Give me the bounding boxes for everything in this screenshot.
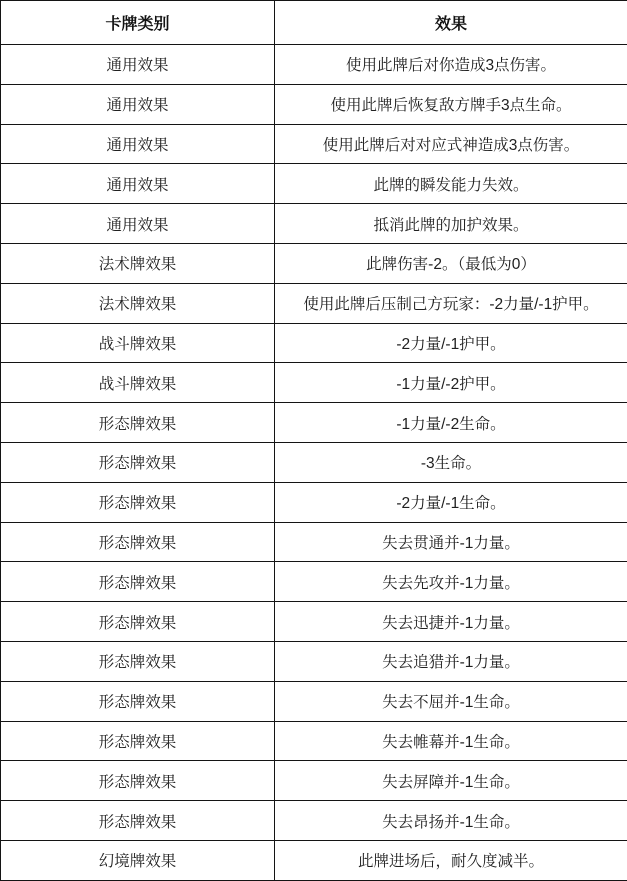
category-cell: 形态牌效果: [1, 442, 275, 482]
table-row: [1, 204, 627, 244]
effect-cell: -1力量/-2护甲。: [275, 363, 627, 403]
category-cell: 法术牌效果: [1, 283, 275, 323]
effect-cell: 失去迅捷并-1力量。: [275, 602, 627, 642]
category-cell: 通用效果: [1, 124, 275, 164]
category-cell: 形态牌效果: [1, 681, 275, 721]
category-cell: 战斗牌效果: [1, 363, 275, 403]
effect-cell: 使用此牌后对对应式神造成3点伤害。: [275, 124, 627, 164]
table-row: [1, 442, 627, 482]
category-cell: 战斗牌效果: [1, 323, 275, 363]
effect-cell: 失去昂扬并-1生命。: [275, 801, 627, 841]
table-row: [1, 562, 627, 602]
effect-cell: 失去贯通并-1力量。: [275, 522, 627, 562]
effect-cell: -1力量/-2生命。: [275, 403, 627, 443]
table-body: [1, 45, 627, 881]
table-row: [1, 243, 627, 283]
header-cell-category: 卡牌类别: [1, 1, 275, 45]
table-row: [1, 283, 627, 323]
table-row: [1, 801, 627, 841]
effect-cell: 使用此牌后压制己方玩家：-2力量/-1护甲。: [275, 283, 627, 323]
category-cell: 形态牌效果: [1, 761, 275, 801]
category-cell: 形态牌效果: [1, 562, 275, 602]
table-row: [1, 164, 627, 204]
category-cell: 形态牌效果: [1, 602, 275, 642]
category-cell: 形态牌效果: [1, 522, 275, 562]
effect-cell: 此牌的瞬发能力失效。: [275, 164, 627, 204]
table-row: [1, 761, 627, 801]
category-cell: 通用效果: [1, 84, 275, 124]
table-row: [1, 602, 627, 642]
table-row: [1, 124, 627, 164]
effect-cell: -3生命。: [275, 442, 627, 482]
effect-cell: 失去先攻并-1力量。: [275, 562, 627, 602]
effect-cell: 失去不屈并-1生命。: [275, 681, 627, 721]
category-cell: 通用效果: [1, 164, 275, 204]
table-row: [1, 522, 627, 562]
table-row: [1, 45, 627, 85]
table-row: [1, 840, 627, 880]
effect-cell: 此牌伤害-2。（最低为0）: [275, 243, 627, 283]
table-row: [1, 641, 627, 681]
table-row: [1, 681, 627, 721]
category-cell: 法术牌效果: [1, 243, 275, 283]
header-cell-effect: 效果: [275, 1, 627, 45]
table-row: [1, 363, 627, 403]
header-row: [1, 1, 627, 45]
effect-cell: 抵消此牌的加护效果。: [275, 204, 627, 244]
effect-cell: 失去屏障并-1生命。: [275, 761, 627, 801]
category-cell: 形态牌效果: [1, 482, 275, 522]
table-row: [1, 323, 627, 363]
category-cell: 形态牌效果: [1, 801, 275, 841]
category-cell: 通用效果: [1, 204, 275, 244]
table-row: [1, 84, 627, 124]
category-cell: 形态牌效果: [1, 721, 275, 761]
effect-cell: 失去追猎并-1力量。: [275, 641, 627, 681]
category-cell: 形态牌效果: [1, 641, 275, 681]
effect-cell: -2力量/-1护甲。: [275, 323, 627, 363]
table-row: [1, 403, 627, 443]
effect-cell: 使用此牌后恢复敌方牌手3点生命。: [275, 84, 627, 124]
effect-cell: 此牌进场后，耐久度减半。: [275, 840, 627, 880]
category-cell: 通用效果: [1, 45, 275, 85]
effect-cell: -2力量/-1生命。: [275, 482, 627, 522]
category-cell: 幻境牌效果: [1, 840, 275, 880]
effect-cell: 失去帷幕并-1生命。: [275, 721, 627, 761]
table-row: [1, 482, 627, 522]
category-cell: 形态牌效果: [1, 403, 275, 443]
table-row: [1, 721, 627, 761]
effect-cell: 使用此牌后对你造成3点伤害。: [275, 45, 627, 85]
